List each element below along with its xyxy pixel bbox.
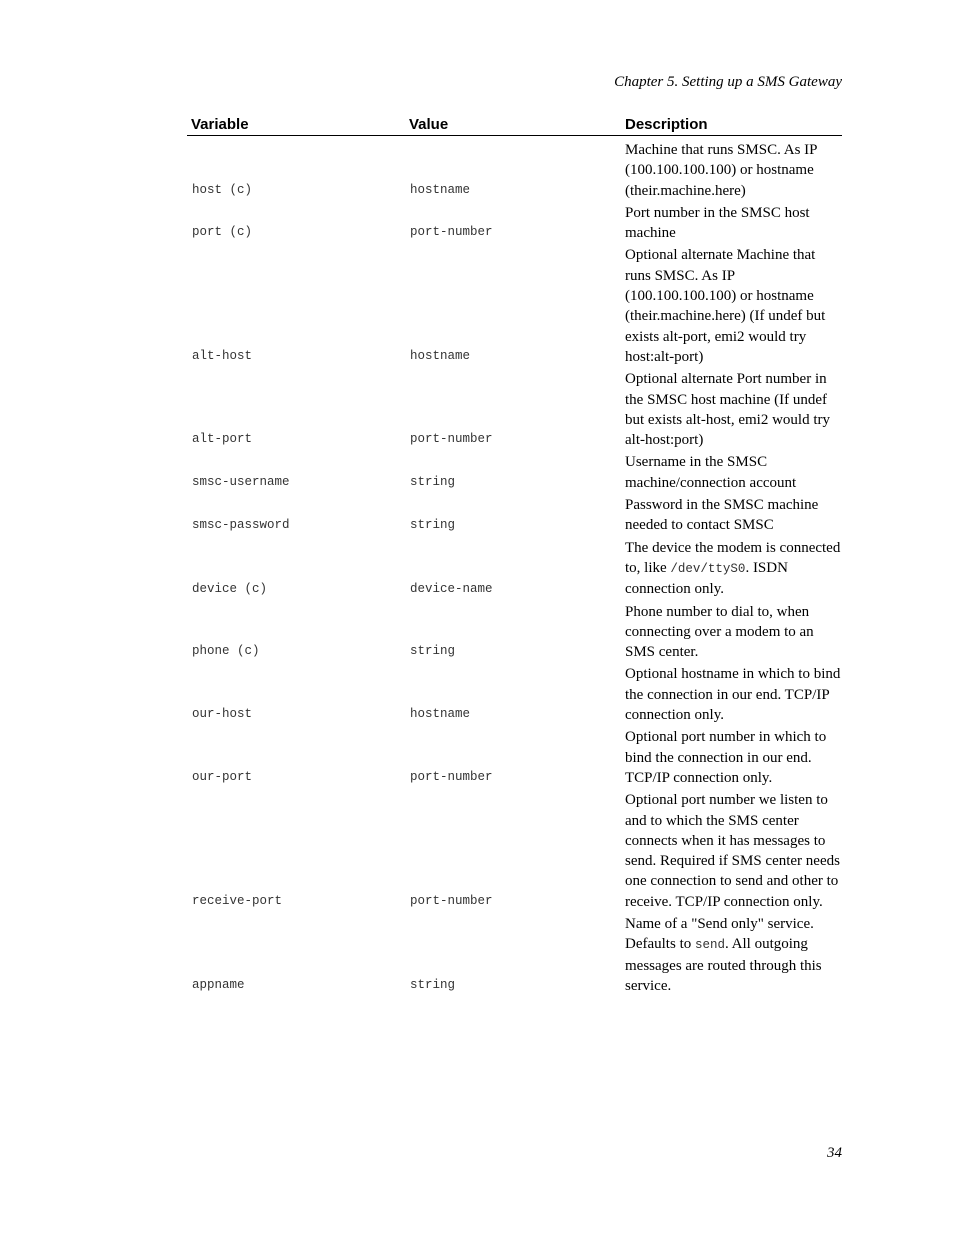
variable-name: alt-port: [192, 432, 253, 447]
variable-description: Optional alternate Port number in the SMSC host machine (If undef but exists alt-host, emi2 would try alt-host:port): [625, 371, 830, 449]
variable-name: port (c): [192, 225, 253, 240]
variable-name: host (c): [192, 182, 253, 197]
variable-name: alt-host: [192, 349, 253, 364]
variable-value-type: hostname: [410, 349, 471, 364]
variable-name: our-host: [192, 707, 253, 722]
table-header-row: [187, 113, 842, 136]
variable-description: Optional hostname in which to bind the connection in our end. TCP/IP connection only.: [625, 666, 841, 724]
table-row: [187, 664, 842, 727]
variable-name: device (c): [192, 581, 268, 596]
variable-value-type: hostname: [410, 707, 471, 722]
inline-code-send: send: [694, 938, 725, 953]
table-row: [187, 495, 842, 538]
variable-value-type: port-number: [410, 225, 493, 240]
page-number: 34: [827, 1145, 842, 1161]
table-row: [187, 245, 842, 369]
variable-value-type: port-number: [410, 770, 493, 785]
variable-description: Optional alternate Machine that runs SMSC. As IP (100.100.100.100) or hostname (their.machine.here) (If undef but exists alt-port, emi2 would try host:alt-port): [625, 247, 826, 365]
configuration-variables-table: [187, 113, 842, 998]
table-row: [187, 538, 842, 602]
variable-description: Optional port number in which to bind the connection in our end. TCP/IP connection only.: [625, 729, 827, 786]
variable-description: Optional port number we listen to and to which the SMS center connects when it has messages to send. Required if SMS center needs one connection to send and other to receive. TCP/IP connection only.: [625, 792, 840, 910]
column-header-description: Description: [624, 113, 842, 136]
variable-value-type: string: [410, 517, 456, 532]
table-row: [187, 727, 842, 790]
variable-value-type: port-number: [410, 893, 493, 908]
variable-description: Phone number to dial to, when connecting over a modem to an SMS center.: [625, 603, 814, 661]
variable-value-type: port-number: [410, 432, 493, 447]
table-row: [187, 790, 842, 914]
variable-value-type: string: [410, 475, 456, 490]
variable-description: Machine that runs SMSC. As IP (100.100.100.100) or hostname (their.machine.here): [625, 142, 817, 199]
variable-description: Port number in the SMSC host machine: [625, 204, 810, 242]
table-row: [187, 602, 842, 665]
variable-description: Username in the SMSC machine/connection account: [625, 454, 797, 491]
running-header: Chapter 5. Setting up a SMS Gateway: [614, 74, 842, 90]
variable-value-type: device-name: [410, 581, 493, 596]
variable-name: smsc-password: [192, 517, 290, 532]
inline-code-device-path: /dev/ttyS0: [670, 561, 746, 576]
column-header-value: Value: [405, 113, 624, 136]
column-header-variable: Variable: [187, 113, 405, 136]
table-row: [187, 136, 842, 203]
table-row: [187, 452, 842, 495]
variable-name: receive-port: [192, 893, 283, 908]
table-row: [187, 914, 842, 998]
variable-value-type: string: [410, 644, 456, 659]
variable-name: phone (c): [192, 644, 260, 659]
variable-name: our-port: [192, 770, 253, 785]
variable-name: appname: [192, 978, 245, 993]
variable-description: Password in the SMSC machine needed to contact SMSC: [625, 497, 819, 534]
variable-value-type: string: [410, 978, 456, 993]
variable-name: smsc-username: [192, 475, 290, 490]
table-row: [187, 203, 842, 246]
table-row: [187, 369, 842, 452]
variable-description: Name of a "Send only" service. Defaults to send. All outgoing messages are routed through this service.: [625, 915, 822, 994]
variable-value-type: hostname: [410, 182, 471, 197]
variable-description: The device the modem is connected to, like /dev/ttyS0. ISDN connection only.: [625, 539, 841, 598]
